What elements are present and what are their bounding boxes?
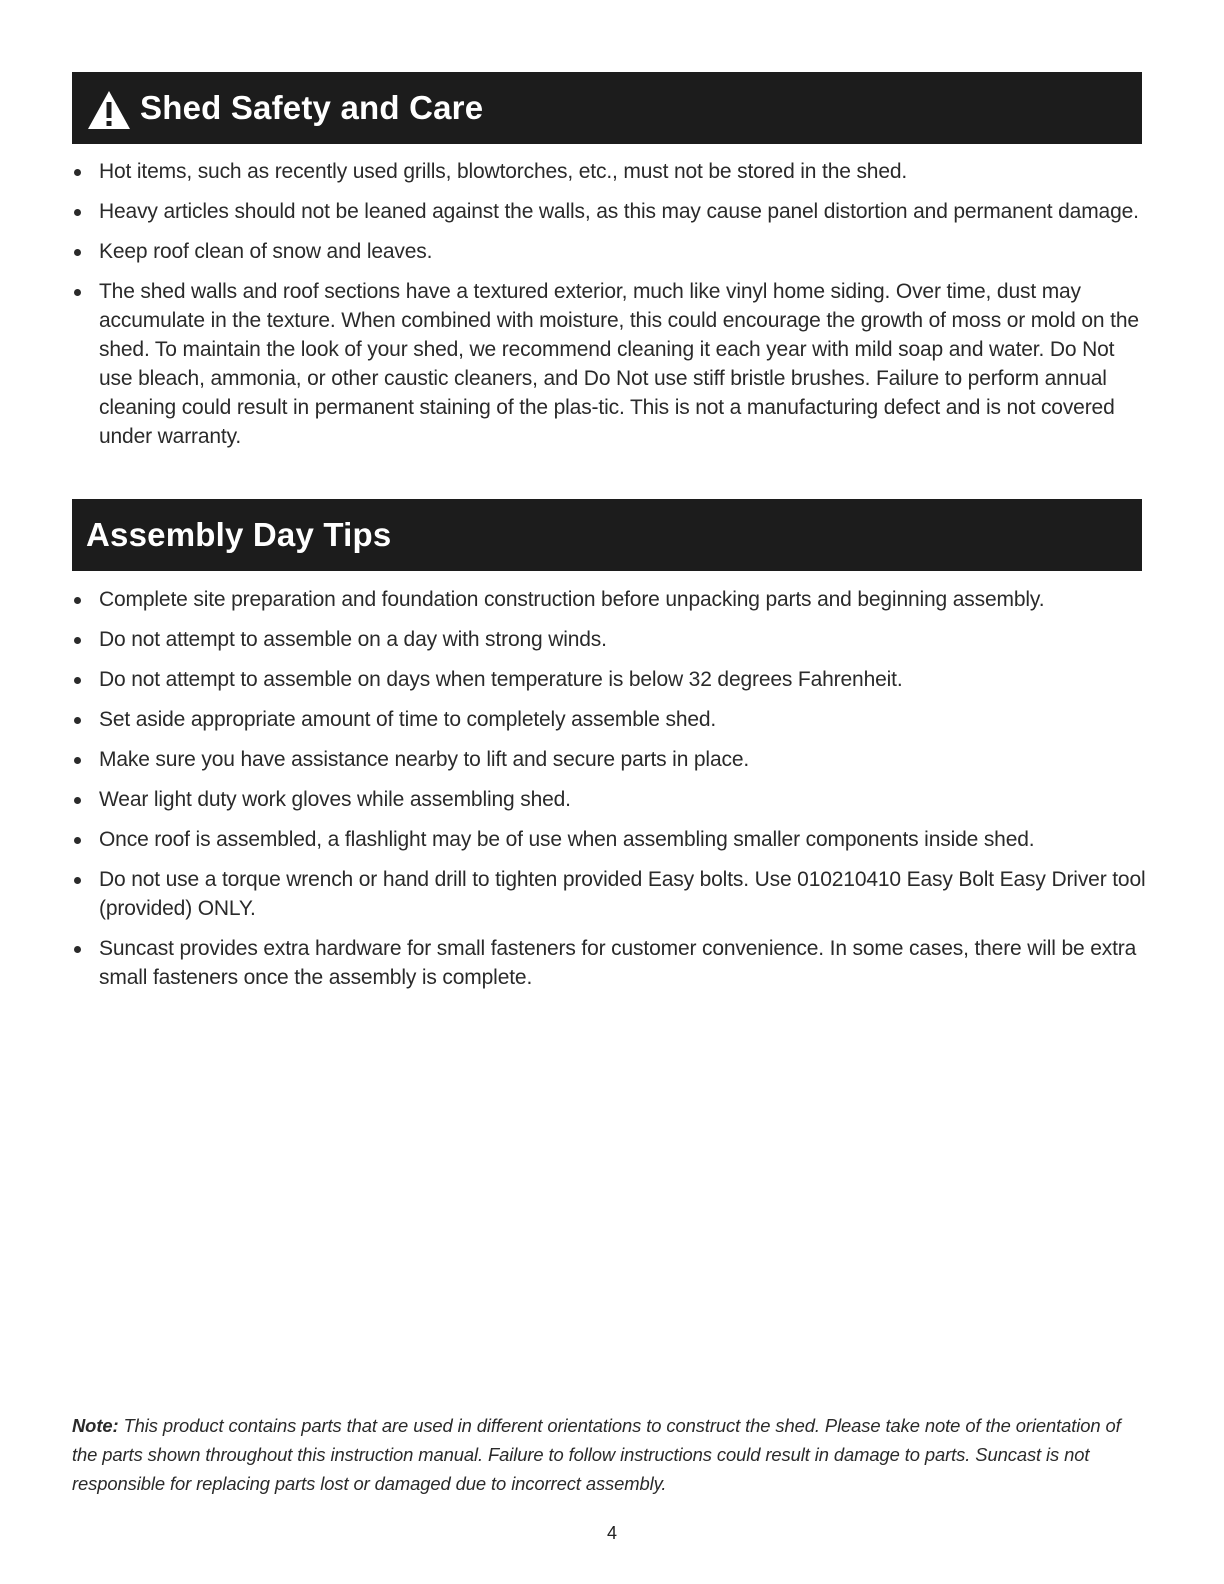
list-item: Make sure you have assistance nearby to lift and secure parts in place. <box>72 745 1147 774</box>
list-item: The shed walls and roof sections have a textured exterior, much like vinyl home siding. Over time, dust may accumulate in the texture. When combined with moisture, this could encourage the growth of moss or mold on the shed. To maintain the look of your shed, we recommend cleaning it each year with mild soap and water. Do Not use bleach, ammonia, or other caustic cleaners, and Do Not use stiff bristle brushes. Failure to perform annual cleaning could result in permanent staining of the plas-tic. This is not a manufacturing defect and is not covered under warranty. <box>72 277 1147 451</box>
note-paragraph <box>72 1411 1147 1498</box>
section-title-assembly: Assembly Day Tips <box>86 516 392 553</box>
page-number: 4 <box>606 1523 617 1543</box>
warning-triangle-icon <box>86 89 132 131</box>
list-item: Do not use a torque wrench or hand drill to tighten provided Easy bolts. Use 010210410 Easy Bolt Easy Driver tool (provided) ONLY. <box>72 865 1147 923</box>
section-title-safety: Shed Safety and Care <box>140 89 484 126</box>
list-item: Do not attempt to assemble on days when temperature is below 32 degrees Fahrenheit. <box>72 665 1147 694</box>
section-header-assembly <box>72 499 1142 571</box>
list-item: Keep roof clean of snow and leaves. <box>72 237 1147 266</box>
list-item: Once roof is assembled, a flashlight may be of use when assembling smaller components inside shed. <box>72 825 1147 854</box>
list-item: Complete site preparation and foundation construction before unpacking parts and beginning assembly. <box>72 585 1147 614</box>
section-header-safety <box>72 72 1142 144</box>
list-item: Hot items, such as recently used grills, blowtorches, etc., must not be stored in the shed. <box>72 157 1147 186</box>
note-label: Note: <box>72 1415 119 1436</box>
list-item: Suncast provides extra hardware for small fasteners for customer convenience. In some cases, there will be extra small fasteners once the assembly is complete. <box>72 934 1147 992</box>
assembly-tips-list <box>72 585 1147 1003</box>
safety-list <box>72 157 1147 462</box>
list-item: Heavy articles should not be leaned against the walls, as this may cause panel distortion and permanent damage. <box>72 197 1147 226</box>
list-item: Do not attempt to assemble on a day with strong winds. <box>72 625 1147 654</box>
note-text: This product contains parts that are used in different orientations to construct the shed. Please take note of the orientation of the parts shown throughout this instruction manual. Failure to follow instructions could result in damage to parts. Suncast is not responsible for replacing parts lost or damaged due to incorrect assembly. <box>72 1415 1121 1494</box>
list-item: Wear light duty work gloves while assembling shed. <box>72 785 1147 814</box>
list-item: Set aside appropriate amount of time to completely assemble shed. <box>72 705 1147 734</box>
